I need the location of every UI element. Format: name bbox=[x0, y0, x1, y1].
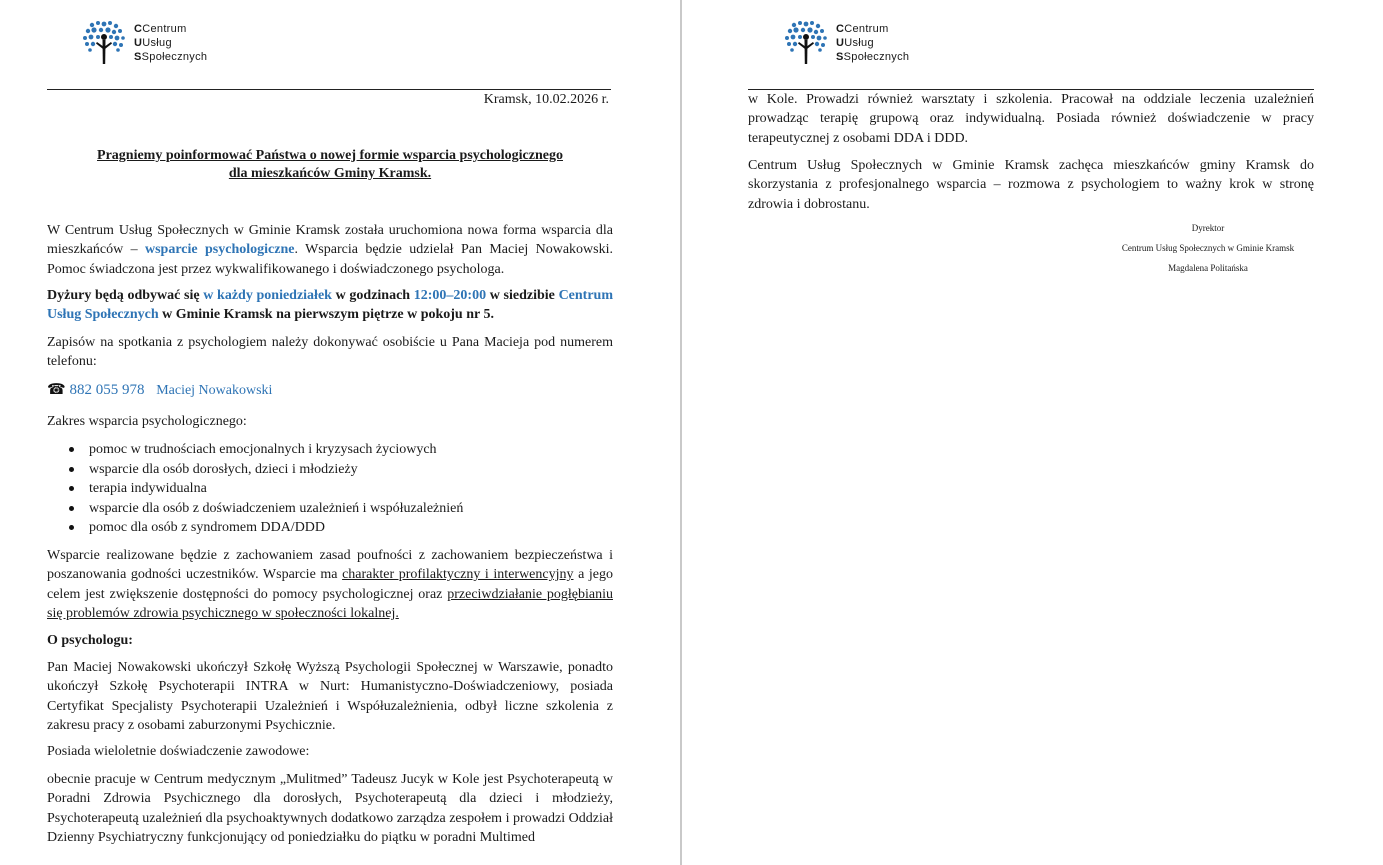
intro-text-a: W Centrum Usług Społecznych w Gminie Kramsk została uruchomiona nowa forma wsparcia dla mieszkańców – bbox=[47, 223, 613, 258]
confidentiality-paragraph bbox=[47, 546, 613, 624]
duty-text-d: w Gminie Kramsk na pierwszym piętrze w pokoju nr 5. bbox=[158, 307, 494, 323]
duty-text-b: w godzinach bbox=[331, 288, 414, 303]
logo bbox=[784, 20, 909, 66]
phone-contact-name: Maciej Nowakowski bbox=[156, 383, 273, 398]
encouragement-paragraph: Centrum Usług Społecznych w Gminie Kramsk zachęca mieszkańców gminy Kramsk do skorzystania z profesjonalnego wsparcia – rozmowa z psychologiem to ważny krok w stronę zdrowia i dobrostanu. bbox=[748, 158, 1314, 212]
signature-name: Magdalena Politańska bbox=[1168, 263, 1248, 273]
registration-paragraph: Zapisów na spotkania z psychologiem należy dokonywać osobiście u Pana Macieja pod numerem telefonu: bbox=[47, 335, 613, 370]
logo-line-1: Centrum bbox=[844, 23, 889, 35]
list-item: wsparcie dla osób z doświadczeniem uzależnień i współuzależnień bbox=[47, 499, 613, 519]
logo-line-1: Centrum bbox=[142, 23, 187, 35]
tree-logo-icon bbox=[82, 20, 126, 66]
intro-text-b: . Wsparcia będzie udzielał Pan Maciej Nowakowski. Pomoc świadczona jest przez wykwalifikowanego i doświadczonego psychologa. bbox=[47, 242, 613, 277]
phone-line bbox=[47, 381, 613, 400]
continuation-paragraph: w Kole. Prowadzi również warsztaty i szkolenia. Pracował na oddziale leczenia uzależnień prowadząc terapię grupową oraz indywidualną. Posiada również doświadczenie w pracy terapeutycznej z osobami DDA i DDD. bbox=[748, 92, 1314, 146]
experience-paragraph: obecnie pracuje w Centrum medycznym „Mulitmed” Tadeusz Jucyk w Kole jest Psychoterapeutą w Poradni Zdrowia Psychicznego dla dorosłych, Psychoterapeutą dla dzieci i młodzieży, Psychoterapeutą uzależnień dla psychoaktywnych dodatkowo zarządza zespołem i prowadzi Oddział Dzienny Psychiatryczny funkcjonujący od poniedziałku do piątku w poradni Multimed bbox=[47, 772, 613, 846]
signature-block bbox=[1100, 222, 1316, 274]
title-line-1: Pragniemy poinformować Państwa o nowej formie wsparcia psychologicznego bbox=[97, 148, 563, 163]
place-date: Kramsk, 10.02.2026 r. bbox=[483, 92, 609, 107]
document-page-2 bbox=[682, 0, 1383, 865]
duty-place: Centrum Usług Społecznych bbox=[47, 288, 613, 323]
title-line-2: dla mieszkańców Gminy Kramsk. bbox=[228, 166, 432, 181]
signature-organization: Centrum Usług Społecznych w Gminie Kramsk bbox=[1121, 243, 1295, 253]
logo-line-3: Społecznych bbox=[843, 51, 910, 63]
duty-day: w każdy poniedziałek bbox=[203, 288, 332, 303]
logo-line-3: Społecznych bbox=[141, 51, 208, 63]
education-paragraph: Pan Maciej Nowakowski ukończył Szkołę Wyższą Psychologii Społecznej w Warszawie, ponadto ukończył Szkołę Psychoterapii INTRA w Nurt: Humanistyczno-Doświadczeniowy, posiada Certyfikat Specjalisty Psychoterapii Uzależnień i Współuzależnienia, odbył liczne szkolenia z zakresu pracy z osobami zaburzonymi Psychicznie. bbox=[47, 660, 613, 734]
duty-text-c: w siedzibie bbox=[486, 288, 559, 303]
scope-heading: Zakres wsparcia psychologicznego: bbox=[47, 414, 247, 429]
intro-paragraph bbox=[47, 221, 613, 279]
logo bbox=[82, 20, 207, 66]
phone-icon: ☎ bbox=[47, 382, 66, 398]
experience-heading: Posiada wieloletnie doświadczenie zawodowe: bbox=[47, 744, 310, 759]
logo-text: CCentrum UUsług SSpołecznych bbox=[836, 23, 910, 63]
about-heading: O psychologu: bbox=[47, 633, 133, 648]
logo-text: CCentrum UUsług SSpołecznych bbox=[134, 23, 208, 63]
list-item: wsparcie dla osób dorosłych, dzieci i młodzieży bbox=[47, 460, 613, 480]
logo-line-2: Usług bbox=[142, 37, 172, 49]
list-item: terapia indywidualna bbox=[47, 479, 613, 499]
list-item: pomoc dla osób z syndromem DDA/DDD bbox=[47, 518, 613, 538]
duty-text-a: Dyżury będą odbywać się bbox=[47, 288, 204, 303]
announcement-title bbox=[47, 147, 613, 183]
conf-underlined-2: przeciwdziałanie pogłębianiu się problemów zdrowia psychicznego w społeczności lokalnej. bbox=[47, 586, 613, 622]
conf-underlined-1: charakter profilaktyczny i interwencyjny bbox=[342, 567, 574, 583]
logo-line-2: Usług bbox=[844, 37, 874, 49]
duty-hours: 12:00–20:00 bbox=[413, 288, 487, 303]
list-item: pomoc w trudnościach emocjonalnych i kryzysach życiowych bbox=[47, 440, 613, 460]
document-page-1 bbox=[0, 0, 680, 865]
signature-role: Dyrektor bbox=[1191, 223, 1225, 233]
tree-logo-icon bbox=[784, 20, 828, 66]
conf-text-b: a jego celem jest zwiększenie dostępności do pomocy psychologicznej oraz bbox=[47, 567, 613, 602]
scope-list bbox=[47, 440, 613, 538]
duty-hours-paragraph bbox=[47, 286, 613, 325]
conf-text-a: Wsparcie realizowane będzie z zachowaniem zasad poufności z zachowaniem bezpieczeństwa i poszanowania godności uczestników. Wsparcie ma bbox=[47, 548, 613, 583]
phone-number: 882 055 978 bbox=[69, 382, 145, 398]
highlight-psych-support: wsparcie psychologiczne bbox=[144, 242, 295, 258]
